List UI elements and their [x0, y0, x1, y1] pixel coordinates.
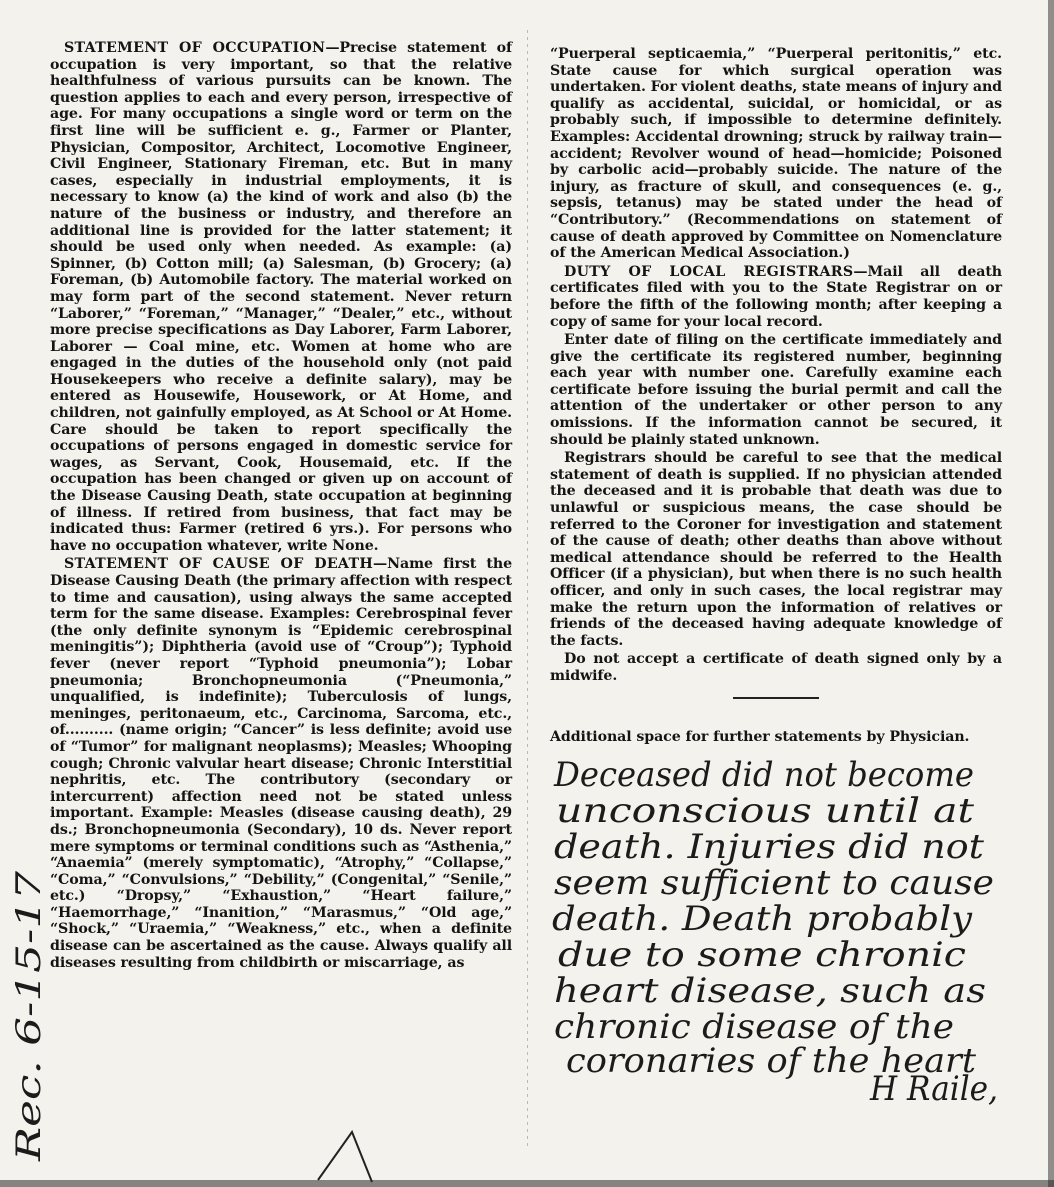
handwritten-line: death. Death probably — [552, 899, 973, 939]
occupation-text: —Precise statement of occupation is very important, so that the relative healthfulness of various pursuits can be known. The question applies to each and every person, irrespective of age. For many occupations a single word or term on the first line will be sufficient e. g., Farmer or Planter, Physician, Compositor, Architect, Locomotive Engineer, Civil Engineer, Stationary Fireman, etc. But in many cases, especially in industrial employments, it is necessary to know (a) the kind of work and also (b) the nature of the business or industry, and therefore an additional line is provided for the latter statement; it should be used only when needed. As example: (a) Spinner, (b) Cotton mill; (a) Salesman, (b) Grocery; (a) Foreman, (b) Automobile factory. The material worked on may form part of the second statement. Never return “Laborer,” “Foreman,” “Manager,” “Dealer,” etc., without more precise specifications as Day Laborer, Farm Laborer, Laborer — Coal mine, etc. Women at home who are engaged in the duties of the household only (not paid Housekeepers who receive a definite salary), may be entered as Housewife, Housework, or At Home, and children, not gainfully employed, as At School or At Home. Care should be taken to report specifically the occupations of persons engaged in domestic service for wages, as Servant, Cook, Housemaid, etc. If the occupation has been changed or given up on account of the Disease Causing Death, state occupation at beginning of illness. If retired from business, that fact may be indicated thus: Farmer (retired 6 yrs.). For persons who have no occupation whatever, write None. — [50, 40, 512, 554]
handwritten-line: chronic disease of the — [554, 1007, 954, 1047]
section-rule — [733, 697, 819, 699]
handwritten-line: due to some chronic — [558, 935, 966, 975]
handwritten-line: death. Injuries did not — [554, 827, 985, 867]
medical-paragraph: Registrars should be careful to see that the medical statement of death is supplied. If no physician attended the deceased and it is probable that death was due to unlawful or suspicious means, the case should be referred to the Coroner for investigation and statement of the cause of death; other deaths than above without medical attendance should be referred to the Health Officer (if a physician), but when there is no such health officer, and only in such cases, the local registrar may make the return upon the information of relatives or friends of the deceased having adequate knowledge of the facts. — [550, 450, 1002, 649]
handwritten-line: heart disease, such as — [554, 971, 986, 1011]
registrars-paragraph — [550, 264, 1002, 330]
margin-note-svg — [6, 845, 50, 1165]
handwritten-line: seem sufficient to cause — [554, 863, 994, 903]
left-column — [50, 40, 512, 973]
physician-signature: H Raile, — [869, 1069, 998, 1109]
scan-edge — [1048, 0, 1054, 1187]
cause-text: —Name first the Disease Causing Death (the primary affection with respect to time and causation), using always the same accepted term for the same disease. Examples: Cerebrospinal fever (the only definite synonym is “Epidemic cerebrospinal meningitis”); Diphtheria (avoid use of “Croup”); Typhoid fever (never report “Typhoid pneumonia”); Lobar pneumonia; Bronchopneumonia (“Pneumonia,” unqualified, is indefinite); Tuberculosis of lungs, meninges, peritonaeum, etc., Carcinoma, Sarcoma, etc., of.......... (name origin; “Cancer” is less definite; avoid use of “Tumor” for malignant neoplasms); Measles; Whooping cough; Chronic valvular heart disease; Chronic Interstitial nephritis, etc. The contributory (secondary or intercurrent) affection need not be stated unless important. Example: Measles (disease causing death), 29 ds.; Bronchopneumonia (Secondary), 10 ds. Never report mere symptoms or terminal conditions such as “Asthenia,” “Anaemia” (merely symptomatic), “Atrophy,” “Collapse,” “Coma,” “Convulsions,” “Debility,” (Congenital,” “Senile,” etc.) “Dropsy,” “Exhaustion,” “Heart failure,” “Haemorrhage,” “Inanition,” “Marasmus,” “Old age,” “Shock,” “Uraemia,” “Weakness,” etc., when a definite disease can be ascertained as the cause. Always qualify all diseases resulting from childbirth or miscarriage, as — [50, 556, 512, 971]
additional-space-heading: Additional space for further statements by Physician. — [550, 728, 970, 745]
margin-note-text: Rec. 6-15-17 — [9, 943, 49, 1161]
handwritten-line: coronaries of the heart — [566, 1041, 977, 1081]
occupation-heading: STATEMENT OF OCCUPATION — [64, 40, 326, 56]
cause-continued-paragraph: “Puerperal septicaemia,” “Puerperal peritonitis,” etc. State cause for which surgical operation was undertaken. For violent deaths, state means of injury and qualify as accidental, suicidal, or homicidal, or as probably such, if impossible to determine definitely. Examples: Accidental drowning; struck by railway train—accident; Revolver wound of head—homicide; Poisoned by carbolic acid—probably suicide. The nature of the injury, as fracture of skull, and consequences (e. g., sepsis, tetanus) may be stated under the head of “Contributory.” (Recommendations on statement of cause of death approved by Committee on Nomenclature of the American Medical Association.) — [550, 46, 1002, 262]
scan-mark — [318, 1132, 372, 1182]
cause-paragraph — [50, 556, 512, 971]
registrars-heading: DUTY OF LOCAL REGISTRARS — [564, 263, 854, 280]
filing-paragraph: Enter date of filing on the certificate immediately and give the certificate its registered number, beginning each year with number one. Carefully examine each certificate before issuing the burial permit and call the attention of the undertaker or other person to any omissions. If the information cannot be secured, it should be plainly stated unknown. — [550, 332, 1002, 448]
midwife-paragraph: Do not accept a certificate of death signed only by a midwife. — [550, 651, 1002, 684]
handwritten-line: unconscious until at — [556, 791, 975, 831]
cause-heading: STATEMENT OF CAUSE OF DEATH — [64, 556, 374, 573]
handwriting-svg — [552, 755, 1022, 1109]
right-column — [550, 46, 1002, 747]
scan-edge — [0, 1180, 1054, 1187]
margin-received-note — [6, 845, 50, 1165]
physician-handwritten-statement — [552, 755, 1022, 1109]
handwritten-line: Deceased did not become — [553, 755, 974, 795]
occupation-paragraph — [50, 40, 512, 554]
column-divider — [527, 30, 528, 1150]
registrars-text: —Mail all death certificates filed with you to the State Registrar on or before the fifth of the following month; after keeping a copy of same for your local record. — [550, 263, 1002, 330]
